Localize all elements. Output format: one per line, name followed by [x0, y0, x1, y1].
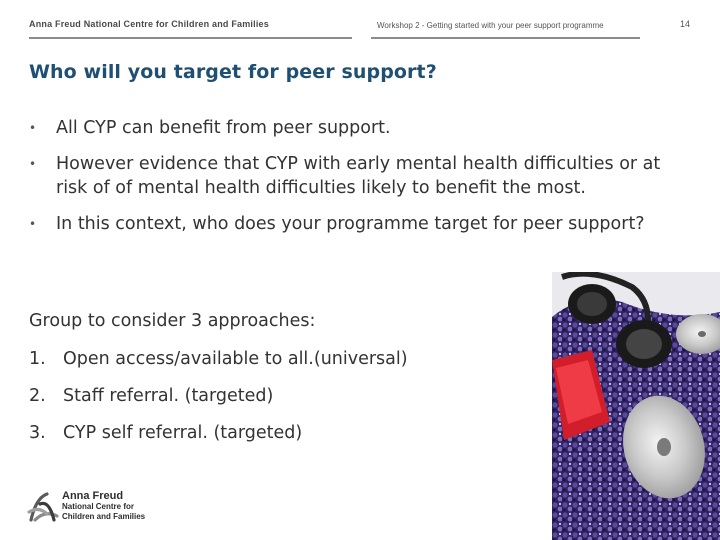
- group-prompt: Group to consider 3 approaches:: [29, 311, 316, 331]
- logo-line-3: Children and Families: [62, 512, 146, 521]
- approach-text: Open access/available to all.(universal): [63, 349, 408, 369]
- approach-number: 3.: [29, 423, 46, 443]
- approach-number: 2.: [29, 386, 46, 406]
- approach-item: [29, 347, 408, 371]
- approach-item: [29, 421, 408, 445]
- approach-item: [29, 384, 408, 408]
- bullet-item: [29, 212, 669, 236]
- approach-text: Staff referral. (targeted): [63, 386, 274, 406]
- bullet-text: In this context, who does your programme target for peer support?: [56, 214, 645, 234]
- bullet-list: [29, 116, 669, 236]
- approach-number: 1.: [29, 349, 46, 369]
- slide-title: Who will you target for peer support?: [29, 61, 437, 83]
- header-workshop-title: Workshop 2 - Getting started with your peer support programme: [377, 21, 604, 30]
- header-mid-rule: [371, 37, 640, 39]
- logo-line-2: National Centre for: [62, 502, 135, 511]
- logo-line-1: Anna Freud: [62, 490, 124, 502]
- bullet-icon: •: [29, 121, 37, 135]
- page-number: 14: [680, 19, 691, 29]
- bullet-icon: •: [29, 157, 37, 171]
- approaches-list: [29, 347, 408, 458]
- approach-text: CYP self referral. (targeted): [63, 423, 303, 443]
- bullet-text: However evidence that CYP with early mental health difficulties or at risk of of mental health difficulties likely to benefit the most.: [56, 154, 661, 198]
- header-org-name: Anna Freud National Centre for Children and Families: [29, 19, 269, 29]
- header-left-rule: [29, 37, 352, 39]
- bullet-icon: •: [29, 217, 37, 231]
- bullet-item: [29, 116, 669, 140]
- bullet-text: All CYP can benefit from peer support.: [56, 118, 391, 138]
- logo-wordmark: [62, 490, 145, 522]
- bullet-item: [29, 152, 669, 200]
- headphones-sequins-photo: [552, 272, 720, 540]
